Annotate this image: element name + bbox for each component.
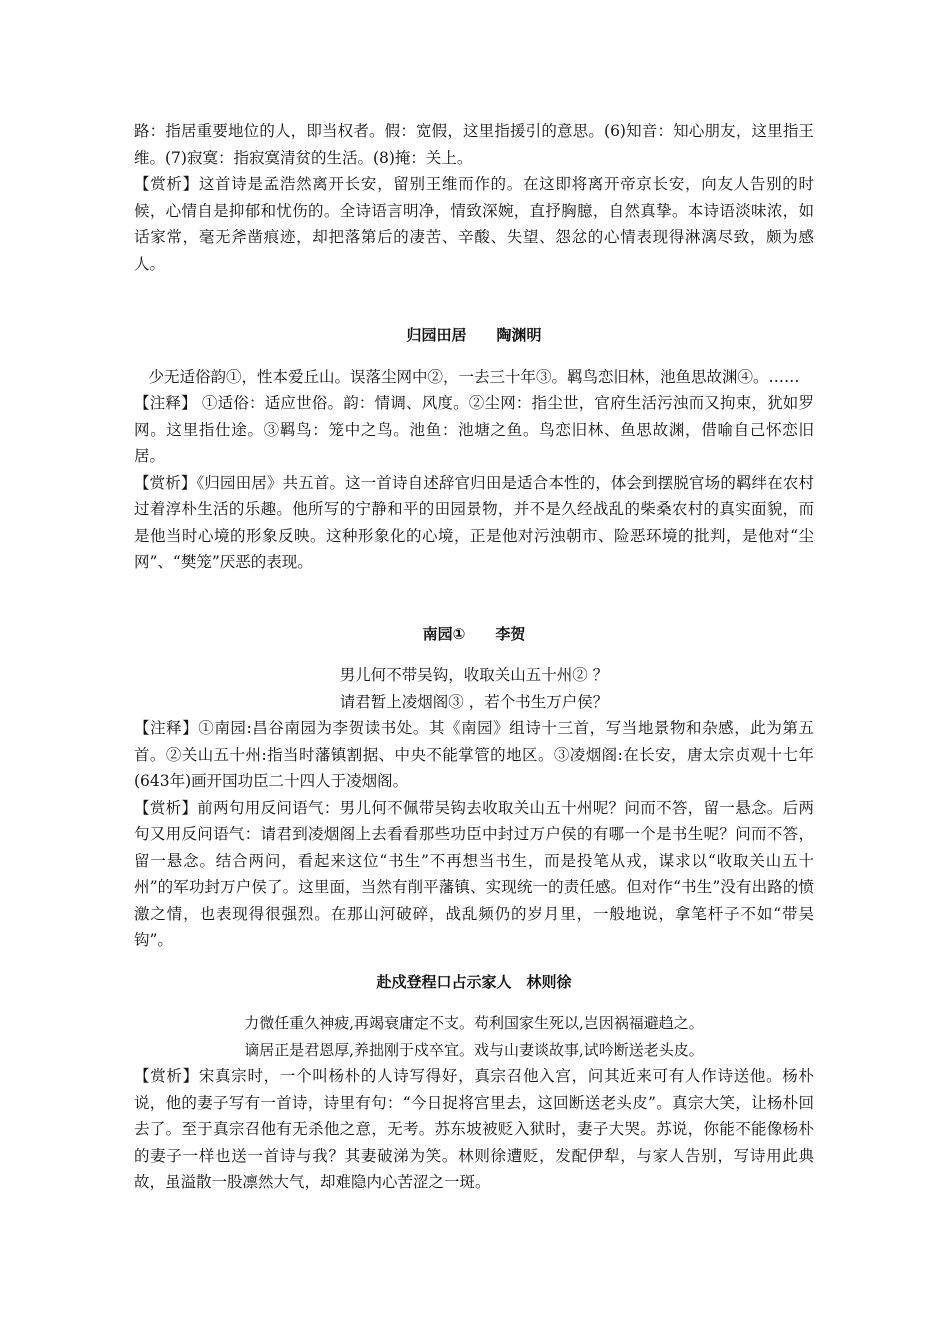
poem-line: 力微任重久神疲,再竭衰庸定不支。苟利国家生死以,岂因祸福避趋之。 [244,1014,704,1032]
poem-line: 男儿何不带吴钩，收取关山五十州② ？ [339,666,609,684]
poem-title: 南园① 李贺 [422,624,526,643]
appreciation-paragraph: 【赏析】这首诗是孟浩然离开长安，留别王维而作的。在这即将离开帝京长安，向友人告别的时候，心情自是抑郁和忧伤的。全诗语言明净，情致深婉，直抒胸臆，自然真挚。本诗语淡味浓，如话家常，毫无斧凿痕迹，却把落第后的凄苦、辛酸、失望、怨忿的心情表现得淋漓尽致，颇为感人。 [134,175,814,273]
section-gap [134,277,814,307]
poem-title: 归园田居 陶渊明 [406,326,542,344]
appreciation-paragraph: 【赏析】宋真宗时，一个叫杨朴的人诗写得好，真宗召他入宫，问其近来可有人作诗送他。杨朴说，他的妻子写有一首诗，诗里有句：“今日捉将宫里去，这回断送老头皮”。真宗大笑，让杨朴回去了。至于真宗召他有无杀他之意，无考。苏东坡被贬入狱时，妻子大哭。苏说，你能不能像杨朴的妻子一样也送一首诗与我？其妻破涕为笑。林则徐遭贬，发配伊犁，与家人告别，写诗用此典故，虽溢散一股凛然大气，却难隐内心苦涩之一斑。 [134,1067,814,1191]
poem-line: 谪居正是君恩厚,养拙刚于戍卒宜。戏与山妻谈故事,试吟断送老头皮。 [244,1040,704,1059]
notes-paragraph: 【注释】 ①适俗：适应世俗。韵：情调、风度。②尘网：指尘世，官府生活污浊而又拘束，犹如罗网。这里指仕途。③羁鸟：笼中之鸟。池鱼：池塘之鱼。鸟恋旧林、鱼思故渊，借喻自己怀恋旧居。 [134,394,814,465]
appreciation-paragraph: 【赏析】前两句用反问语气：男儿何不佩带吴钩去收取关山五十州呢？问而不答，留一悬念。后两句又用反问语气：请君到凌烟阁上去看看那些功臣中封过万户侯的有哪一个是书生呢？问而不答，留一悬念。结合两问，看起来这位“书生”不再想当书生，而是投笔从戎，谋求以“收取关山五十州”的军功封万户侯了。这里面，当然有削平藩镇、实现统一的责任感。但对作“书生”没有出路的愤激之情，也表现得很强烈。在那山河破碎，战乱频仍的岁月里，一般地说，拿笔杆子不如“带吴钩”。 [134,798,814,949]
poem-line: 请君暂上凌烟阁③ ，若个书生万户侯？ [339,692,609,711]
poem-text: 少无适俗韵①，性本爱丘山。误落尘网中②，一去三十年③。羁鸟恋旧林，池鱼思故渊④。…… [148,367,800,386]
poem-title: 赴戍登程口占示家人 林则徐 [376,972,572,991]
notes-continuation: 路：指居重要地位的人，即当权者。假：宽假，这里指援引的意思。(6)知音：知心朋友，这里指王维。(7)寂寞：指寂寞清贫的生活。(8)掩：关上。 [134,122,814,167]
appreciation-paragraph: 【赏析】《归园田居》共五首。这一首诗自述辞官归田是适合本性的，体会到摆脱官场的羁绊在农村过着淳朴生活的乐趣。他所写的宁静和平的田园景物，并不是久经战乱的柴桑农村的真实面貌，而是他当时心境的形象反映。这种形象化的心境，正是他对污浊朝市、险恶环境的批判，是他对“尘网”、“樊笼”厌恶的表现。 [134,473,814,571]
document-page [134,118,814,1196]
notes-paragraph: 【注释】①南园:昌谷南园为李贺读书处。其《南园》组诗十三首，写当地景物和杂感，此为第五首。②关山五十州:指当时藩镇割据、中央不能掌管的地区。③凌烟阁:在长安，唐太宗贞观十七年(643年)画开国功臣二十四人于凌烟阁。 [134,719,814,790]
section-gap [134,576,814,606]
